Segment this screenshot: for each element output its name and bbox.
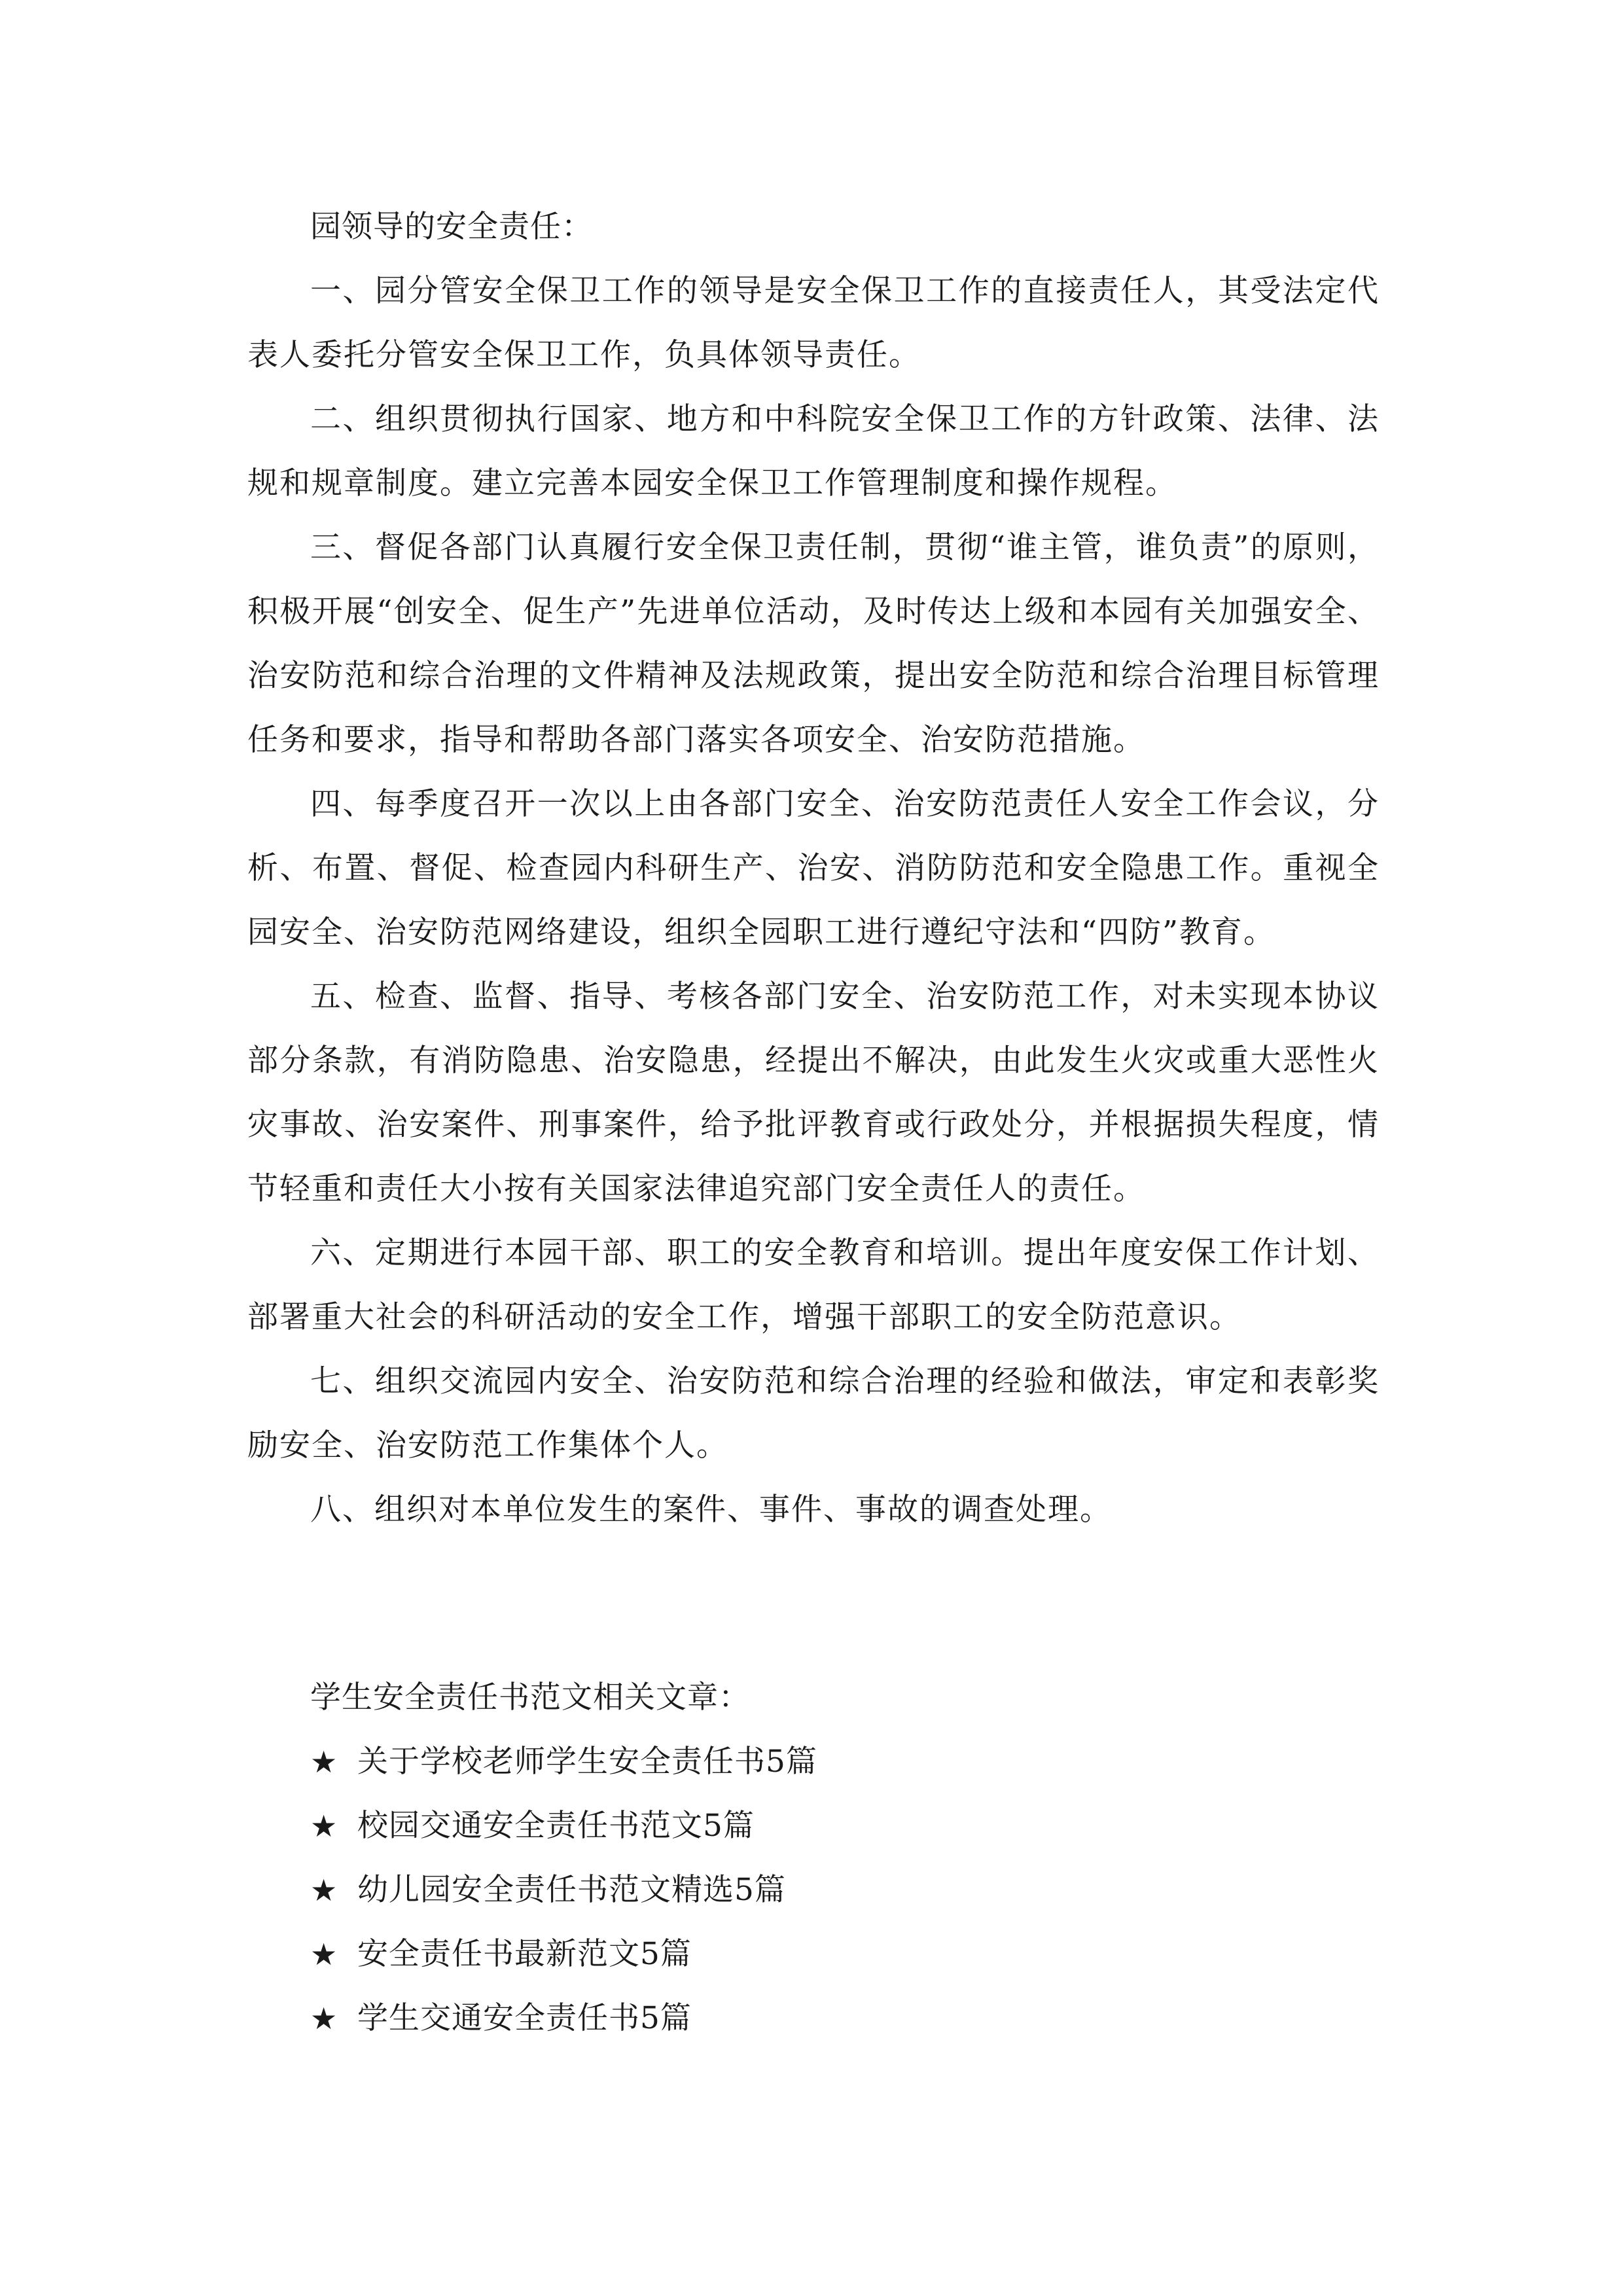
section-heading: 园领导的安全责任： xyxy=(310,209,593,245)
paragraph-2: 二、组织贯彻执行国家、地方和中科院安全保卫工作的方针政策、法律、法规和规章制度。建立完善本园安全保卫工作管理制度和操作规程。 xyxy=(247,401,1380,501)
related-article-link[interactable]: 安全责任书最新范文5篇 xyxy=(357,1936,692,1972)
related-article-link[interactable]: 关于学校老师学生安全责任书5篇 xyxy=(357,1744,817,1780)
related-article-item[interactable] xyxy=(310,1730,1380,1794)
related-article-item[interactable] xyxy=(310,1986,1380,2051)
related-article-item[interactable] xyxy=(310,1794,1380,1858)
related-articles-list xyxy=(247,1730,1380,2051)
paragraph-3: 三、督促各部门认真履行安全保卫责任制，贯彻“谁主管，谁负责”的原则，积极开展“创安全、促生产”先进单位活动，及时传达上级和本园有关加强安全、治安防范和综合治理的文件精神及法规政策，提出安全防范和综合治理目标管理任务和要求，指导和帮助各部门落实各项安全、治安防范措施。 xyxy=(247,529,1380,758)
related-articles-title: 学生安全责任书范文相关文章： xyxy=(310,1679,750,1715)
related-article-item[interactable] xyxy=(310,1922,1380,1986)
paragraph-6: 六、定期进行本园干部、职工的安全教育和培训。提出年度安保工作计划、部署重大社会的科研活动的安全工作，增强干部职工的安全防范意识。 xyxy=(247,1235,1380,1335)
star-icon: ★ xyxy=(310,2001,338,2036)
related-articles xyxy=(247,1666,1380,2051)
star-icon: ★ xyxy=(310,1937,338,1972)
related-article-link[interactable]: 学生交通安全责任书5篇 xyxy=(357,2000,692,2036)
document-body xyxy=(247,195,1380,1542)
related-article-link[interactable]: 幼儿园安全责任书范文精选5篇 xyxy=(357,1872,786,1908)
paragraph-4: 四、每季度召开一次以上由各部门安全、治安防范责任人安全工作会议，分析、布置、督促、检查园内科研生产、治安、消防防范和安全隐患工作。重视全园安全、治安防范网络建设，组织全园职工进行遵纪守法和“四防”教育。 xyxy=(247,786,1380,950)
star-icon: ★ xyxy=(310,1744,338,1780)
paragraph-5: 五、检查、监督、指导、考核各部门安全、治安防范工作，对未实现本协议部分条款，有消防隐患、治安隐患，经提出不解决，由此发生火灾或重大恶性火灾事故、治安案件、刑事案件，给予批评教育或行政处分，并根据损失程度，情节轻重和责任大小按有关国家法律追究部门安全责任人的责任。 xyxy=(247,978,1380,1207)
paragraph-1: 一、园分管安全保卫工作的领导是安全保卫工作的直接责任人，其受法定代表人委托分管安全保卫工作，负具体领导责任。 xyxy=(247,273,1380,373)
star-icon: ★ xyxy=(310,1808,338,1844)
paragraph-7: 七、组织交流园内安全、治安防范和综合治理的经验和做法，审定和表彰奖励安全、治安防范工作集体个人。 xyxy=(247,1363,1380,1463)
star-icon: ★ xyxy=(310,1873,338,1908)
related-article-link[interactable]: 校园交通安全责任书范文5篇 xyxy=(357,1808,755,1844)
related-article-item[interactable] xyxy=(310,1858,1380,1922)
paragraph-8: 八、组织对本单位发生的案件、事件、事故的调查处理。 xyxy=(310,1492,1112,1528)
